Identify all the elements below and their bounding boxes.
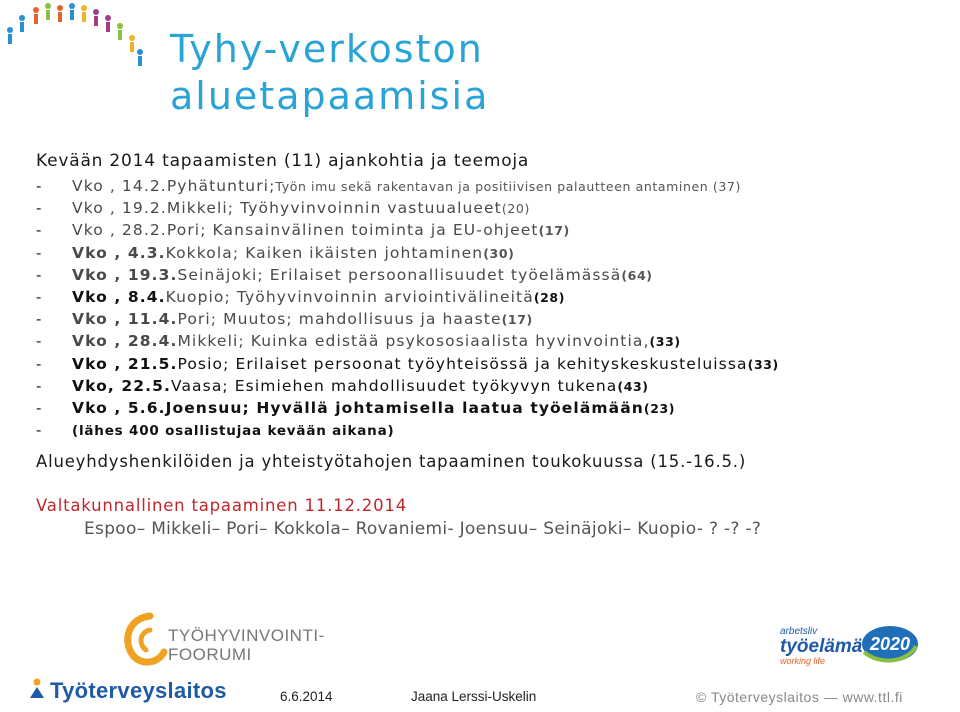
forum-logo-text <box>168 626 325 664</box>
item-text: Pyhätunturi; <box>166 177 276 195</box>
item-date: Vko , 19.2. <box>72 199 167 218</box>
footer-copyright: © Työterveyslaitos — www.ttl.fi <box>696 689 903 705</box>
cities-list: Espoo– Mikkeli– Pori– Kokkola– Rovaniemi- Joensuu– Seinäjoki– Kuopio- ? -? -? <box>84 519 762 539</box>
bullet-dash: - <box>36 398 42 417</box>
item-extra: (20) <box>501 201 530 217</box>
tyoelama-2020-logo <box>780 622 920 672</box>
list-item <box>36 308 956 330</box>
national-meeting-text: Valtakunnallinen tapaaminen 11.12.2014 <box>36 496 407 515</box>
list-item <box>36 219 956 241</box>
bullet-dash: - <box>36 287 42 306</box>
item-date: Vko, 22.5. <box>72 376 171 395</box>
arbetsliv-label: arbetsliv <box>780 626 818 637</box>
list-item <box>36 353 956 375</box>
item-text: Pori; Muutos; mahdollisuus ja haaste <box>177 310 502 329</box>
bullet-dash: - <box>36 376 42 395</box>
item-text: Mikkeli; Kuinka edistää psykososiaalista hyvinvointia, <box>177 332 650 351</box>
item-text: Posio; Erilaiset persoonat työyhteisössä ja kehityskeskusteluissa <box>177 354 748 373</box>
item-extra: (28) <box>533 289 566 305</box>
bullet-dash: - <box>36 243 42 262</box>
tyoterveyslaitos-logo: Työterveyslaitos <box>50 678 227 703</box>
item-extra: (43) <box>617 378 649 394</box>
item-extra: (23) <box>643 400 676 416</box>
list-item <box>36 242 956 264</box>
item-extra: (17) <box>501 312 533 328</box>
item-extra: (33) <box>649 334 681 350</box>
forum-line-1: TYÖHYVINVOINTI- <box>168 626 325 645</box>
item-date: Vko , 8.4. <box>72 287 166 306</box>
year-2020: 2020 <box>869 634 911 654</box>
list-item <box>36 397 956 419</box>
item-text: (lähes 400 osallistujaa kevään aikana) <box>72 423 395 440</box>
item-date: Vko , 19.3. <box>72 265 178 284</box>
bullet-dash: - <box>36 421 42 440</box>
working-life-label: working life <box>780 656 826 666</box>
list-item <box>36 286 956 308</box>
contact-meeting-text: Alueyhdyshenkilöiden ja yhteistyötahojen tapaaminen toukokuussa (15.-16.5.) <box>36 452 747 471</box>
list-item <box>36 264 956 286</box>
bullet-dash: - <box>36 177 42 195</box>
item-extra: Työn imu sekä rakentavan ja positiivisen palautteen antaminen (37) <box>275 179 741 194</box>
item-text: Joensuu; Hyvällä johtamisella laatua työelämään <box>165 398 644 417</box>
item-date: Vko , 4.3. <box>72 243 166 262</box>
item-text: Mikkeli; Työhyvinvoinnin vastuualueet <box>166 199 502 218</box>
item-extra: (33) <box>747 356 779 372</box>
list-item <box>36 419 956 441</box>
bullet-dash: - <box>36 332 42 351</box>
item-date: Vko , 28.2. <box>72 221 167 240</box>
item-date: Vko , 5.6. <box>72 398 166 417</box>
item-extra: (30) <box>483 245 515 261</box>
section-heading: Kevään 2014 tapaamisten (11) ajankohtia ja teemoja <box>36 151 530 171</box>
list-item <box>36 330 956 352</box>
footer-date: 6.6.2014 <box>280 689 333 704</box>
item-text: Vaasa; Esimiehen mahdollisuudet työkyvyn tukena <box>170 376 618 395</box>
item-date: Vko , 11.4. <box>72 310 178 329</box>
page-title <box>170 26 489 120</box>
list-item <box>36 375 956 397</box>
item-text: Pori; Kansainvälinen toiminta ja EU-ohjeet <box>166 221 539 240</box>
item-text: Kokkola; Kaiken ikäisten johtaminen <box>165 243 484 262</box>
item-text: Seinäjoki; Erilaiset persoonallisuudet työelämässä <box>177 265 622 284</box>
tyoterveyslaitos-mark-icon <box>28 678 46 700</box>
list-item <box>36 175 956 197</box>
bullet-dash: - <box>36 354 42 373</box>
forum-swirl-icon <box>120 612 168 668</box>
bullet-dash: - <box>36 310 42 329</box>
item-extra: (64) <box>621 267 653 283</box>
item-text: Kuopio; Työhyvinvoinnin arviointivälineitä <box>165 287 534 306</box>
bullet-dash: - <box>36 265 42 284</box>
item-date: Vko , 21.5. <box>72 354 178 373</box>
title-line-1: Tyhy-verkoston <box>170 27 484 71</box>
item-date: Vko , 14.2. <box>72 177 167 195</box>
bullet-dash: - <box>36 221 42 240</box>
meetings-list <box>36 175 956 441</box>
list-item <box>36 197 956 219</box>
tyoelama-label: työelämä <box>780 636 863 657</box>
forum-line-2: FOORUMI <box>168 645 252 664</box>
bullet-dash: - <box>36 199 42 218</box>
item-date: Vko , 28.4. <box>72 332 178 351</box>
footer-author: Jaana Lerssi-Uskelin <box>411 689 537 704</box>
people-circle-logo <box>0 0 150 75</box>
title-line-2: aluetapaamisia <box>170 74 490 118</box>
item-extra: (17) <box>538 223 570 239</box>
